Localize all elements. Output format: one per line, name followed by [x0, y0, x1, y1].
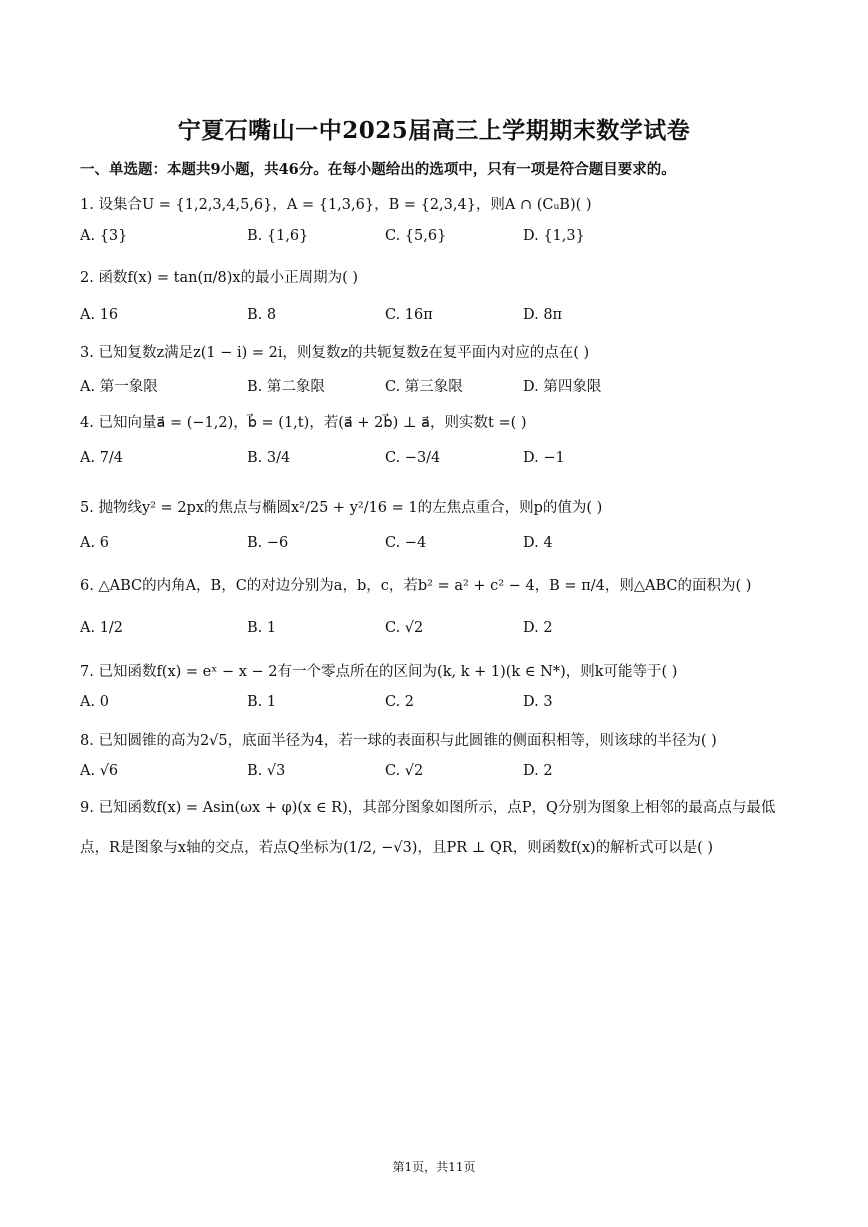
option-d[interactable]: D. 第四象限	[523, 379, 602, 395]
question-3-stem: 3. 已知复数z满足z(1 − i) = 2i，则复数z的共轭复数z̄在复平面内对应的点在( )	[80, 345, 590, 361]
question-8-stem: 8. 已知圆锥的高为2√5，底面半径为4，若一球的表面积与此圆锥的侧面积相等，则该球的半径为( )	[80, 733, 717, 749]
question-9-stem: 9. 已知函数f(x) = Asin(ωx + φ)(x ∈ R)，其部分图象如图所示，点P，Q分别为图象上相邻的最高点与最低	[80, 800, 776, 816]
option-a[interactable]: A. 6	[80, 535, 109, 551]
option-d[interactable]: D. 2	[523, 763, 553, 779]
option-b[interactable]: B. 1	[247, 620, 277, 636]
option-c[interactable]: C. √2	[385, 620, 424, 636]
option-d[interactable]: D. 3	[523, 694, 553, 710]
question-4-options	[80, 450, 780, 472]
option-c[interactable]: C. 第三象限	[385, 379, 463, 395]
option-d[interactable]: D. 8π	[523, 307, 563, 323]
option-a[interactable]: A. {3}	[80, 228, 128, 244]
question-3-options	[80, 375, 780, 397]
section-heading: 一、单选题：本题共9小题，共46分。在每小题给出的选项中，只有一项是符合题目要求的。	[80, 161, 676, 178]
option-c[interactable]: C. 2	[385, 694, 415, 710]
option-a[interactable]: A. 7/4	[80, 450, 124, 466]
option-c[interactable]: C. −4	[385, 535, 427, 551]
question-5-options	[80, 535, 780, 557]
option-b[interactable]: B. √3	[247, 763, 286, 779]
question-6-stem: 6. △ABC的内角A，B，C的对边分别为a，b，c，若b² = a² + c² − 4，B = π/4，则△ABC的面积为( )	[80, 578, 752, 594]
option-a[interactable]: A. 第一象限	[80, 379, 158, 395]
option-a[interactable]: A. 1/2	[80, 620, 124, 636]
option-b[interactable]: B. {1,6}	[247, 228, 309, 244]
question-8-options	[80, 763, 780, 785]
question-7-options	[80, 694, 780, 716]
question-2-options	[80, 307, 780, 329]
option-d[interactable]: D. 4	[523, 535, 553, 551]
option-d[interactable]: D. −1	[523, 450, 565, 466]
option-c[interactable]: C. {5,6}	[385, 228, 447, 244]
option-a[interactable]: A. √6	[80, 763, 119, 779]
page-title: 宁夏石嘴山一中2025届高三上学期期末数学试卷	[177, 117, 691, 144]
page-footer: 第1页，共11页	[392, 1160, 476, 1174]
question-2-stem: 2. 函数f(x) = tan(π/8)x的最小正周期为( )	[80, 270, 359, 286]
question-4-stem: 4. 已知向量a⃗ = (−1,2)，b⃗ = (1,t)，若(a⃗ + 2b⃗) ⊥ a⃗，则实数t =( )	[80, 415, 527, 431]
option-d[interactable]: D. 2	[523, 620, 553, 636]
question-5-stem: 5. 抛物线y² = 2px的焦点与椭圆x²/25 + y²/16 = 1的左焦点重合，则p的值为( )	[80, 500, 603, 516]
question-1-stem: 1. 设集合U = {1,2,3,4,5,6}，A = {1,3,6}，B = {2,3,4}，则A ∩ (CᵤB)( )	[80, 197, 592, 213]
option-c[interactable]: C. 16π	[385, 307, 433, 323]
option-a[interactable]: A. 0	[80, 694, 109, 710]
question-1-options	[80, 228, 780, 250]
option-b[interactable]: B. 8	[247, 307, 277, 323]
question-9-stem-continued: 点，R是图象与x轴的交点，若点Q坐标为(1/2, −√3)，且PR ⊥ QR，则函数f(x)的解析式可以是( )	[80, 840, 714, 856]
option-c[interactable]: C. −3/4	[385, 450, 441, 466]
option-b[interactable]: B. 3/4	[247, 450, 291, 466]
option-c[interactable]: C. √2	[385, 763, 424, 779]
option-a[interactable]: A. 16	[80, 307, 119, 323]
option-d[interactable]: D. {1,3}	[523, 228, 585, 244]
question-7-stem: 7. 已知函数f(x) = eˣ − x − 2有一个零点所在的区间为(k, k + 1)(k ∈ N*)，则k可能等于( )	[80, 664, 678, 680]
question-6-options	[80, 620, 780, 642]
option-b[interactable]: B. −6	[247, 535, 289, 551]
option-b[interactable]: B. 第二象限	[247, 379, 325, 395]
option-b[interactable]: B. 1	[247, 694, 277, 710]
